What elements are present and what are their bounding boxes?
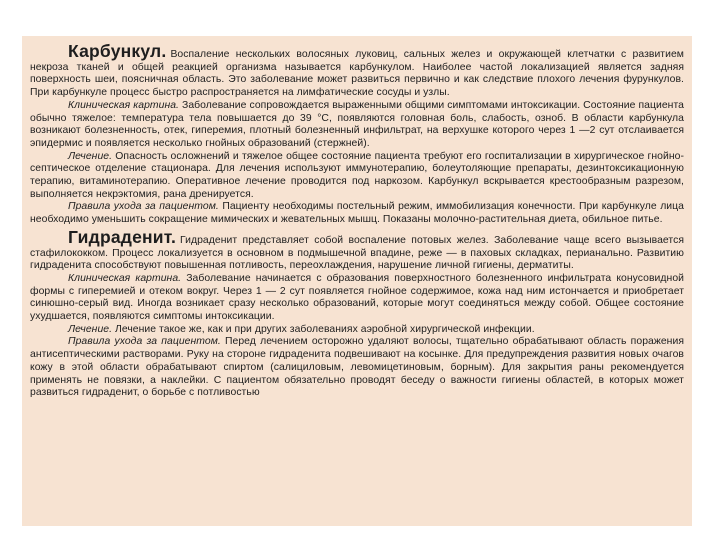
paragraph-text: Заболевание начинается с образования поверхностного болезненного инфильтрата конусовидной формы с гиперемией и отеком вокруг. Через 1 — 2 сут появляется гнойное содержимое, кожа над ним истончается и приобретает синюшно-серый вид. Иногда возникает сразу несколько образований, которые могут соединяться между собой. Общее состояние ухудшается, появляются симптомы интоксикации. bbox=[30, 272, 685, 323]
paragraph-text: Заболевание сопровождается выраженными общими симптомами интоксикации. Состояние пациента обычно тяжелое: температура тела повышается до 39 °С, появляются головная боль, слабость, озноб. В области карбункула возникают болезненность, отек, гиперемия, плотный болезненный инфильтрат, на верхушке которого через 1 —2 сут отслаивается эпидермис и появляется несколько гнойных образований (стержней). bbox=[30, 99, 684, 149]
carbuncle-treatment-paragraph bbox=[30, 151, 684, 202]
document-page bbox=[22, 36, 692, 526]
paragraph-label: Правила ухода за пациентом. bbox=[68, 201, 219, 213]
hidradenitis-clinical-paragraph bbox=[30, 273, 684, 324]
paragraph-text: Лечение такое же, как и при других заболеваниях аэробной хирургической инфекции. bbox=[112, 323, 535, 335]
paragraph-text: Пациенту необходимы постельный режим, иммобилизация конечности. При карбункуле лица необходимо уменьшить сокращение мимических и жевательных мышц. Показаны молочно-растительная диета, обильное питье. bbox=[30, 201, 684, 226]
carbuncle-intro-paragraph bbox=[30, 41, 684, 100]
section-carbuncle bbox=[30, 41, 684, 227]
paragraph-label: Лечение. bbox=[68, 323, 113, 335]
intro-text: Гидраденит представляет собой воспаление потовых желез. Заболевание чаще всего вызывается стафилококком. Процесс локализуется в основном в подмышечной впадине, реже — в паховых складках, перианально. Развитию гидраденита способствуют повышенная потливость, переохлаждения, нарушение личной гигиены, дерматиты. bbox=[30, 234, 684, 272]
section-heading-carbuncle: Карбункул. bbox=[68, 41, 167, 61]
carbuncle-care-paragraph bbox=[30, 201, 684, 226]
section-heading-hidradenitis: Гидраденит. bbox=[68, 226, 177, 247]
paragraph-text: Перед лечением осторожно удаляют волосы, тщательно обрабатывают область поражения антисептическими растворами. Руку на стороне гидраденита подвешивают на косынке. Для предупреждения развития новых очагов кожу в этой области обрабатывают спиртом (салициловым, левомицетиновым, борным). Для закрытия раны рекомендуется применять не повязки, а наклейки. С пациентом обязательно проводят беседу о важности гигиены областей, в которых может развиться гидраденит, о борьбе с потливостью bbox=[30, 336, 684, 399]
hidradenitis-treatment-paragraph bbox=[30, 324, 684, 337]
paragraph-label: Правила ухода за пациентом. bbox=[68, 336, 221, 348]
paragraph-label: Клиническая картина. bbox=[68, 99, 179, 111]
paragraph-label: Лечение. bbox=[68, 150, 113, 162]
hidradenitis-care-paragraph bbox=[30, 336, 684, 400]
carbuncle-clinical-paragraph bbox=[30, 100, 684, 151]
intro-text: Воспаление нескольких волосяных луковиц, сальных желез и окружающей клетчатки с развитием некроза тканей и общей реакцией организма называется карбункулом. Наиболее частой локализацией является задняя поверхность шеи, поясничная область. Это заболевание может развиться первично и как следствие плохого лечения фурункулов. При карбункуле процесс быстро распространяется на лимфатические сосуды и узлы. bbox=[30, 49, 684, 99]
paragraph-label: Клиническая картина. bbox=[68, 272, 182, 284]
section-hidradenitis bbox=[30, 226, 685, 400]
hidradenitis-intro-paragraph bbox=[30, 226, 684, 273]
paragraph-text: Опасность осложнений и тяжелое общее состояние пациента требуют его госпитализации в хирургическое гнойно-септическое отделение стационара. Для лечения используют иммунотерапию, болеутоляющие препараты, дезинтоксикационную терапию, витаминотерапию. Оперативное лечение проводится под наркозом. Карбункул вскрывается крестообразным разрезом, выполняется некрэктомия, рана дренируется. bbox=[30, 150, 684, 200]
